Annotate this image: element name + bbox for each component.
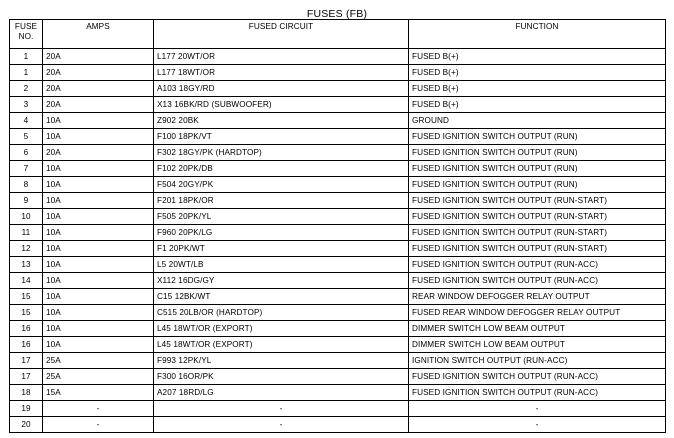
table-row [10, 225, 666, 241]
function-cell: FUSED B(+) [409, 65, 666, 81]
fused-circuit-cell: A207 18RD/LG [154, 385, 409, 401]
fuse-number-cell: 7 [10, 161, 43, 177]
table-row [10, 49, 666, 65]
amps-cell: 10A [43, 337, 154, 353]
function-cell: FUSED IGNITION SWITCH OUTPUT (RUN-ACC) [409, 369, 666, 385]
function-cell: FUSED IGNITION SWITCH OUTPUT (RUN) [409, 177, 666, 193]
amps-cell: 25A [43, 369, 154, 385]
amps-cell: 10A [43, 209, 154, 225]
function-cell: FUSED REAR WINDOW DEFOGGER RELAY OUTPUT [409, 305, 666, 321]
amps-cell: 10A [43, 129, 154, 145]
function-cell: FUSED IGNITION SWITCH OUTPUT (RUN-START) [409, 225, 666, 241]
amps-cell: 10A [43, 321, 154, 337]
table-row [10, 81, 666, 97]
table-row [10, 257, 666, 273]
function-cell: FUSED IGNITION SWITCH OUTPUT (RUN) [409, 161, 666, 177]
fused-circuit-cell: L177 20WT/OR [154, 49, 409, 65]
amps-cell: 10A [43, 177, 154, 193]
function-cell: GROUND [409, 113, 666, 129]
fused-circuit-cell: C515 20LB/OR (HARDTOP) [154, 305, 409, 321]
fused-circuit-cell: L45 18WT/OR (EXPORT) [154, 321, 409, 337]
function-cell: DIMMER SWITCH LOW BEAM OUTPUT [409, 321, 666, 337]
function-cell: REAR WINDOW DEFOGGER RELAY OUTPUT [409, 289, 666, 305]
table-row [10, 145, 666, 161]
fuse-number-cell: 15 [10, 305, 43, 321]
fuse-number-cell: 15 [10, 289, 43, 305]
function-cell: FUSED IGNITION SWITCH OUTPUT (RUN-ACC) [409, 273, 666, 289]
table-row [10, 289, 666, 305]
fuse-number-cell: 16 [10, 337, 43, 353]
fused-circuit-cell: F1 20PK/WT [154, 241, 409, 257]
fuse-number-cell: 4 [10, 113, 43, 129]
fused-circuit-cell: C15 12BK/WT [154, 289, 409, 305]
fused-circuit-cell: F993 12PK/YL [154, 353, 409, 369]
table-row [10, 369, 666, 385]
amps-cell: 10A [43, 289, 154, 305]
header-amps: AMPS [43, 20, 154, 49]
fused-circuit-cell: F960 20PK/LG [154, 225, 409, 241]
fused-circuit-cell: - [154, 417, 409, 433]
function-cell: FUSED IGNITION SWITCH OUTPUT (RUN-START) [409, 209, 666, 225]
header-fused-circuit: FUSED CIRCUIT [154, 20, 409, 49]
amps-cell: 10A [43, 113, 154, 129]
table-row [10, 273, 666, 289]
fused-circuit-cell: L177 18WT/OR [154, 65, 409, 81]
function-cell: FUSED IGNITION SWITCH OUTPUT (RUN) [409, 129, 666, 145]
fused-circuit-cell: F100 18PK/VT [154, 129, 409, 145]
table-row [10, 321, 666, 337]
table-row [10, 385, 666, 401]
fused-circuit-cell: A103 18GY/RD [154, 81, 409, 97]
fuse-number-cell: 9 [10, 193, 43, 209]
amps-cell: 15A [43, 385, 154, 401]
amps-cell: 10A [43, 193, 154, 209]
table-row [10, 401, 666, 417]
header-fuse-no [10, 20, 43, 49]
fuse-number-cell: 20 [10, 417, 43, 433]
fuse-number-cell: 17 [10, 353, 43, 369]
fused-circuit-cell: X13 16BK/RD (SUBWOOFER) [154, 97, 409, 113]
table-row [10, 161, 666, 177]
header-fuse-no-line2: NO. [18, 32, 34, 41]
table-row [10, 113, 666, 129]
amps-cell: 20A [43, 65, 154, 81]
amps-cell: 20A [43, 49, 154, 65]
function-cell: - [409, 401, 666, 417]
function-cell: IGNITION SWITCH OUTPUT (RUN-ACC) [409, 353, 666, 369]
fuse-number-cell: 18 [10, 385, 43, 401]
table-row [10, 305, 666, 321]
function-cell: - [409, 417, 666, 433]
fuse-number-cell: 17 [10, 369, 43, 385]
function-cell: FUSED IGNITION SWITCH OUTPUT (RUN-START) [409, 241, 666, 257]
fused-circuit-cell: F505 20PK/YL [154, 209, 409, 225]
table-header-row [10, 20, 666, 49]
table-row [10, 97, 666, 113]
fuse-number-cell: 6 [10, 145, 43, 161]
fuse-number-cell: 2 [10, 81, 43, 97]
amps-cell: 20A [43, 97, 154, 113]
amps-cell: 10A [43, 241, 154, 257]
amps-cell: 10A [43, 225, 154, 241]
amps-cell: - [43, 401, 154, 417]
fuse-number-cell: 13 [10, 257, 43, 273]
fuse-number-cell: 5 [10, 129, 43, 145]
function-cell: FUSED B(+) [409, 97, 666, 113]
fuse-number-cell: 8 [10, 177, 43, 193]
amps-cell: 25A [43, 353, 154, 369]
fused-circuit-cell: L45 18WT/OR (EXPORT) [154, 337, 409, 353]
fused-circuit-cell: F102 20PK/DB [154, 161, 409, 177]
function-cell: FUSED IGNITION SWITCH OUTPUT (RUN-START) [409, 193, 666, 209]
amps-cell: 20A [43, 81, 154, 97]
fused-circuit-cell: - [154, 401, 409, 417]
table-body [10, 49, 666, 433]
fused-circuit-cell: F300 16OR/PK [154, 369, 409, 385]
table-row [10, 337, 666, 353]
amps-cell: 10A [43, 257, 154, 273]
fused-circuit-cell: L5 20WT/LB [154, 257, 409, 273]
table-row [10, 353, 666, 369]
amps-cell: - [43, 417, 154, 433]
amps-cell: 10A [43, 273, 154, 289]
function-cell: DIMMER SWITCH LOW BEAM OUTPUT [409, 337, 666, 353]
fuse-number-cell: 3 [10, 97, 43, 113]
fuse-number-cell: 19 [10, 401, 43, 417]
table-row [10, 209, 666, 225]
fused-circuit-cell: Z902 20BK [154, 113, 409, 129]
table-row [10, 241, 666, 257]
amps-cell: 10A [43, 305, 154, 321]
function-cell: FUSED IGNITION SWITCH OUTPUT (RUN-ACC) [409, 385, 666, 401]
fuse-number-cell: 12 [10, 241, 43, 257]
table-row [10, 129, 666, 145]
fuse-number-cell: 1 [10, 49, 43, 65]
table-row [10, 177, 666, 193]
fuse-number-cell: 16 [10, 321, 43, 337]
fuse-number-cell: 1 [10, 65, 43, 81]
amps-cell: 20A [43, 145, 154, 161]
header-fuse-no-line1: FUSE [14, 22, 38, 31]
amps-cell: 10A [43, 161, 154, 177]
fuse-number-cell: 11 [10, 225, 43, 241]
table-row [10, 193, 666, 209]
function-cell: FUSED B(+) [409, 49, 666, 65]
function-cell: FUSED IGNITION SWITCH OUTPUT (RUN) [409, 145, 666, 161]
fused-circuit-cell: X112 16DG/GY [154, 273, 409, 289]
function-cell: FUSED IGNITION SWITCH OUTPUT (RUN-ACC) [409, 257, 666, 273]
fused-circuit-cell: F504 20GY/PK [154, 177, 409, 193]
fuse-number-cell: 14 [10, 273, 43, 289]
fused-circuit-cell: F302 18GY/PK (HARDTOP) [154, 145, 409, 161]
table-row [10, 65, 666, 81]
function-cell: FUSED B(+) [409, 81, 666, 97]
fused-circuit-cell: F201 18PK/OR [154, 193, 409, 209]
table-row [10, 417, 666, 433]
fuse-number-cell: 10 [10, 209, 43, 225]
header-function: FUNCTION [409, 20, 666, 49]
fuse-table [9, 19, 666, 433]
table-title: FUSES (FB) [306, 8, 368, 20]
